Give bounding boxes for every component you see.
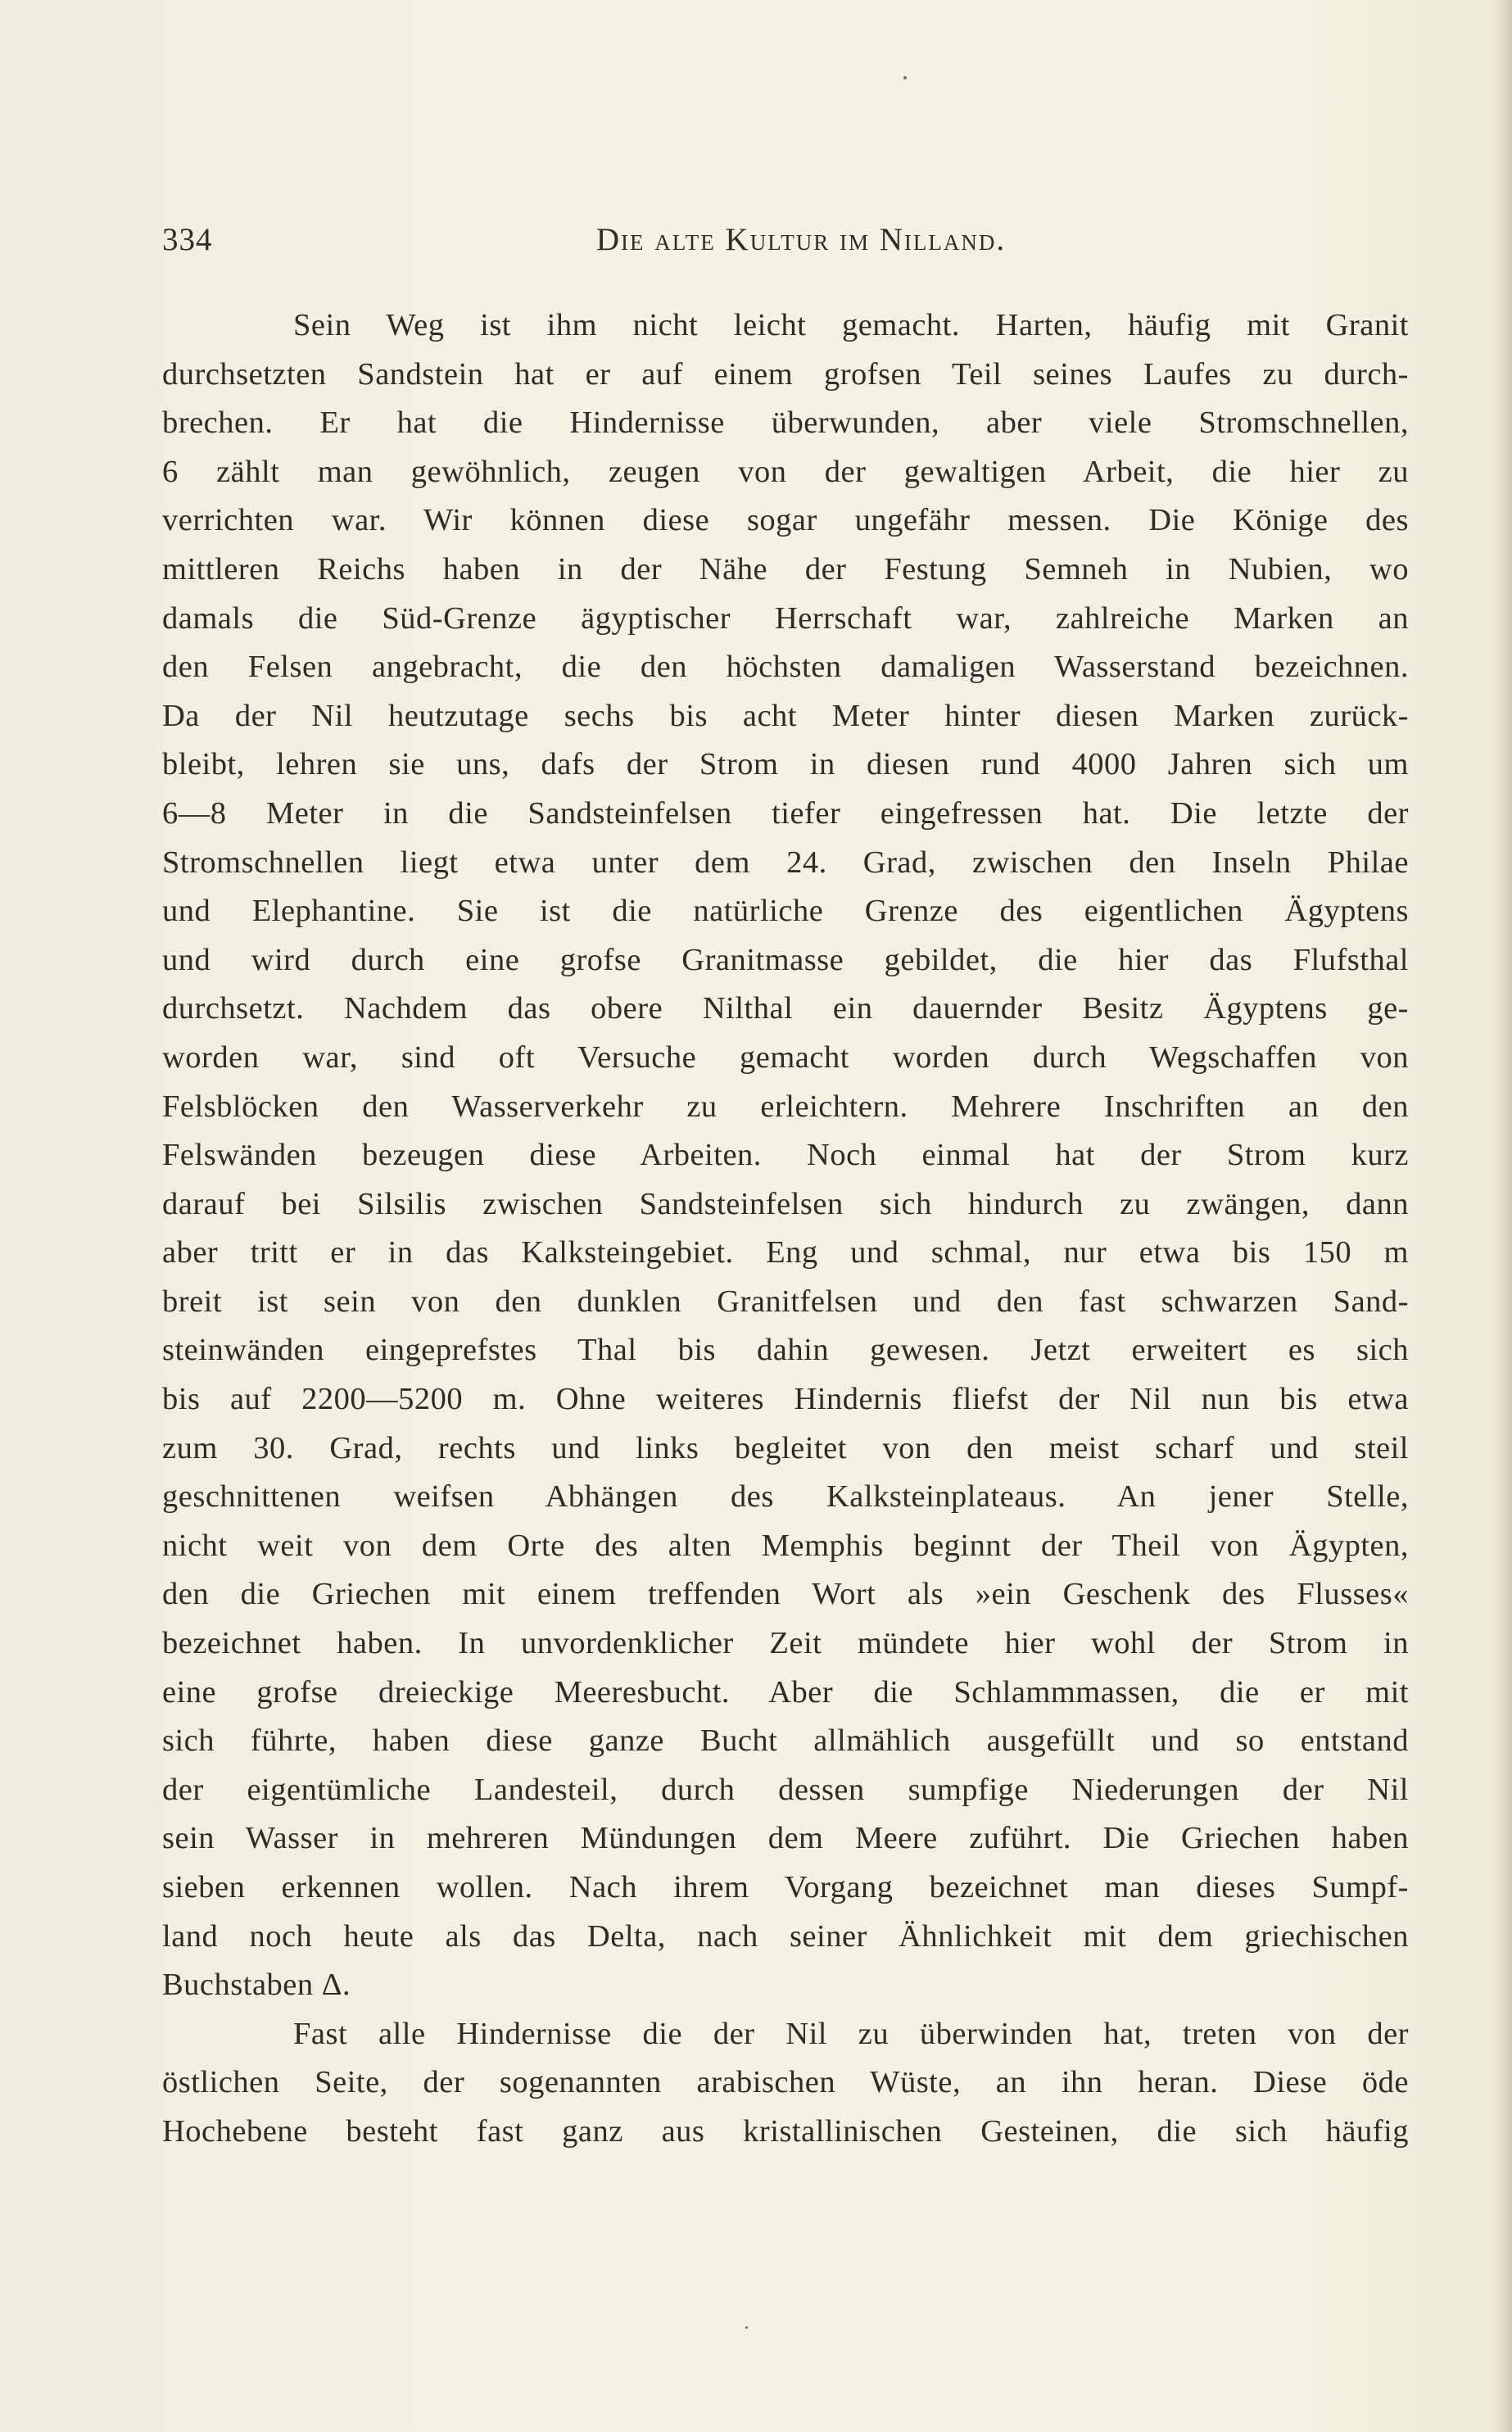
- text-line: bis auf 2200—5200 m. Ohne weiteres Hindernis fliefst der Nil nun bis etwa: [162, 1382, 1409, 1417]
- text-line: zum 30. Grad, rechts und links begleitet von den meist scharf und steil: [162, 1430, 1409, 1465]
- text-line: Da der Nil heutzutage sechs bis acht Meter hinter diesen Marken zurück-: [162, 698, 1409, 733]
- text-line: durchsetzten Sandstein hat er auf einem grofsen Teil seines Laufes zu durch-: [162, 356, 1409, 392]
- text-line: sein Wasser in mehreren Mündungen dem Meere zuführt. Die Griechen haben: [162, 1821, 1409, 1856]
- text-line: land noch heute als das Delta, nach seiner Ähnlichkeit mit dem griechischen: [162, 1918, 1409, 1954]
- text-line: durchsetzt. Nachdem das obere Nilthal ein dauernder Besitz Ägyptens ge-: [162, 991, 1409, 1026]
- text-line: bezeichnet haben. In unvordenklicher Zeit mündete hier wohl der Strom in: [162, 1626, 1409, 1661]
- text-line: damals die Süd-Grenze ägyptischer Herrschaft war, zahlreiche Marken an: [162, 600, 1409, 636]
- body-text: [162, 301, 1409, 2157]
- text-line: den Felsen angebracht, die den höchsten damaligen Wasserstand bezeichnen.: [162, 650, 1409, 685]
- text-line: breit ist sein von den dunklen Granitfelsen und den fast schwarzen Sand-: [162, 1284, 1409, 1319]
- text-line: Fast alle Hindernisse die der Nil zu überwinden hat, treten von der: [293, 2016, 1409, 2051]
- text-line: aber tritt er in das Kalksteingebiet. Eng und schmal, nur etwa bis 150 m: [162, 1235, 1409, 1270]
- text-line: mittleren Reichs haben in der Nähe der Festung Semneh in Nubien, wo: [162, 551, 1409, 586]
- text-line: eine grofse dreieckige Meeresbucht. Aber die Schlammmassen, die er mit: [162, 1674, 1409, 1710]
- text-line: östlichen Seite, der sogenannten arabischen Wüste, an ihn heran. Diese öde: [162, 2065, 1409, 2100]
- text-line: verrichten war. Wir können diese sogar ungefähr messen. Die Könige des: [162, 503, 1409, 538]
- text-line: den die Griechen mit einem treffenden Wort als »ein Geschenk des Flusses«: [162, 1577, 1409, 1612]
- text-line: bleibt, lehren sie uns, dafs der Strom in diesen rund 4000 Jahren sich um: [162, 747, 1409, 782]
- text-line: brechen. Er hat die Hindernisse überwunden, aber viele Stromschnellen,: [162, 405, 1409, 441]
- paper-speck: [745, 2326, 748, 2329]
- paper-speck: [903, 76, 907, 79]
- text-line: Felsblöcken den Wasserverkehr zu erleichtern. Mehrere Inschriften an den: [162, 1089, 1409, 1124]
- text-line: steinwänden eingeprefstes Thal bis dahin gewesen. Jetzt erweitert es sich: [162, 1333, 1409, 1368]
- text-line: 6—8 Meter in die Sandsteinfelsen tiefer eingefressen hat. Die letzte der: [162, 795, 1409, 831]
- text-line: darauf bei Silsilis zwischen Sandsteinfelsen sich hindurch zu zwängen, dann: [162, 1186, 1409, 1221]
- text-line: nicht weit von dem Orte des alten Memphis beginnt der Theil von Ägypten,: [162, 1528, 1409, 1563]
- running-title: Die alte Kultur im Nilland.: [595, 222, 1007, 257]
- paragraph-1: [162, 301, 1409, 2010]
- text-line: und Elephantine. Sie ist die natürliche Grenze des eigentlichen Ägyptens: [162, 894, 1409, 929]
- text-line: Sein Weg ist ihm nicht leicht gemacht. Harten, häufig mit Granit: [293, 308, 1409, 342]
- page-edge-shadow: [1491, 0, 1512, 2432]
- page-number: 334: [162, 222, 213, 257]
- text-line: der eigentümliche Landesteil, durch dessen sumpfige Niederungen der Nil: [162, 1772, 1409, 1807]
- paragraph-2: [162, 2010, 1409, 2157]
- text-line: Buchstaben Δ.: [162, 1968, 351, 2003]
- text-line: Felswänden bezeugen diese Arbeiten. Noch einmal hat der Strom kurz: [162, 1138, 1409, 1173]
- text-line: Hochebene besteht fast ganz aus kristallinischen Gesteinen, die sich häufig: [162, 2113, 1409, 2149]
- text-line: 6 zählt man gewöhnlich, zeugen von der gewaltigen Arbeit, die hier zu: [162, 454, 1409, 489]
- text-line: sieben erkennen wollen. Nach ihrem Vorgang bezeichnet man dieses Sumpf-: [162, 1870, 1409, 1904]
- page-header: [162, 221, 1407, 270]
- text-line: sich führte, haben diese ganze Bucht allmählich ausgefüllt und so entstand: [162, 1723, 1409, 1759]
- text-line: geschnittenen weifsen Abhängen des Kalksteinplateaus. An jener Stelle,: [162, 1479, 1409, 1515]
- text-line: und wird durch eine grofse Granitmasse gebildet, die hier das Flufsthal: [162, 942, 1409, 977]
- text-line: worden war, sind oft Versuche gemacht worden durch Wegschaffen von: [162, 1039, 1409, 1075]
- text-line: Stromschnellen liegt etwa unter dem 24. Grad, zwischen den Inseln Philae: [162, 845, 1409, 880]
